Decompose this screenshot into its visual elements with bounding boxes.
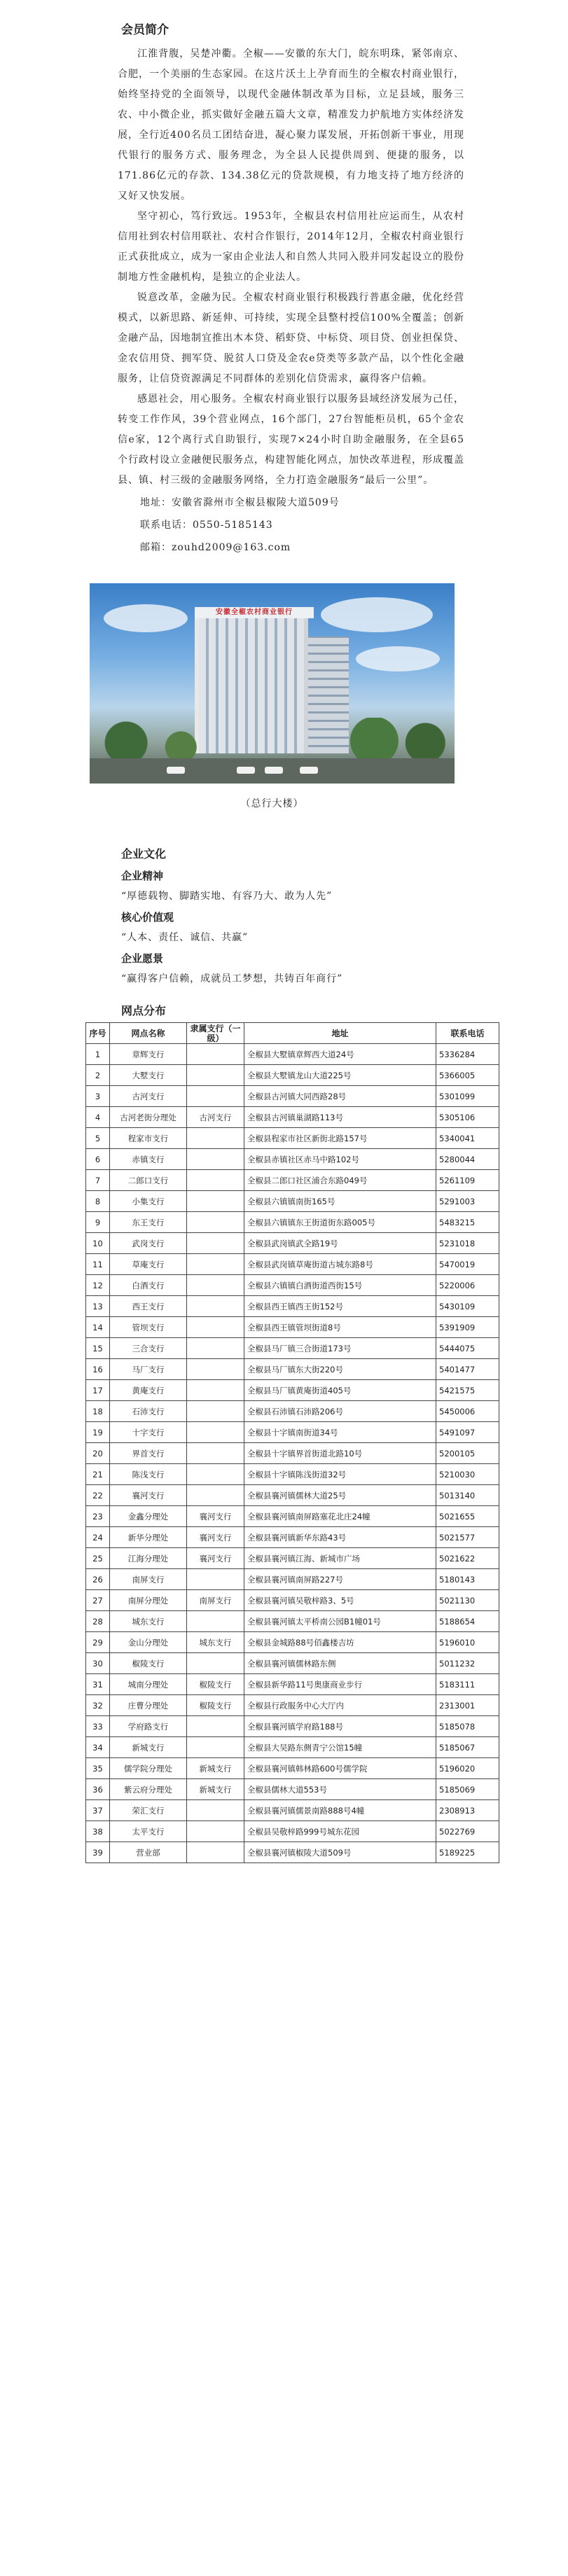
row-number: 33: [86, 1716, 110, 1737]
parent-branch: [187, 1569, 244, 1590]
table-row: [86, 1422, 499, 1443]
row-number: 11: [86, 1254, 110, 1275]
branch-name: 新城支行: [110, 1737, 187, 1758]
table-row: [86, 1485, 499, 1506]
culture-section: [121, 845, 464, 985]
branch-name: 庄曹分理处: [110, 1695, 187, 1716]
branch-phone: 5183111: [436, 1674, 499, 1695]
row-number: 36: [86, 1779, 110, 1800]
row-number: 26: [86, 1569, 110, 1590]
culture-heading: 企业愿景: [121, 952, 164, 965]
branch-name: 太平支行: [110, 1821, 187, 1842]
branch-name: 大墅支行: [110, 1065, 187, 1086]
branch-name: 武岗支行: [110, 1233, 187, 1254]
branch-address: 全椒县赤镇社区赤马中路102号: [244, 1149, 436, 1170]
branch-address: 全椒县襄河镇儒景南路888号4幢: [244, 1800, 436, 1821]
table-row: [86, 1233, 499, 1254]
branch-name: 新华分理处: [110, 1527, 187, 1548]
parent-branch: [187, 1422, 244, 1443]
branch-phone: 5196020: [436, 1758, 499, 1779]
branch-name: 赤镇支行: [110, 1149, 187, 1170]
branch-phone: 5021577: [436, 1527, 499, 1548]
culture-title: 企业文化: [121, 847, 167, 861]
branch-name: 章辉支行: [110, 1044, 187, 1065]
row-number: 9: [86, 1212, 110, 1233]
branch-name: 草庵支行: [110, 1254, 187, 1275]
branch-phone: 5444075: [436, 1338, 499, 1359]
parent-branch: 襄河支行: [187, 1548, 244, 1569]
branch-address: 全椒县武岗镇武全路19号: [244, 1233, 436, 1254]
parent-branch: [187, 1800, 244, 1821]
table-row: [86, 1527, 499, 1548]
branch-address: 全椒县六镇镇南街165号: [244, 1191, 436, 1212]
branch-name: 金山分理处: [110, 1632, 187, 1653]
branch-address: 全椒县襄河镇儒林路东侧: [244, 1653, 436, 1674]
branch-name: 儒学院分理处: [110, 1758, 187, 1779]
branch-phone: 5196010: [436, 1632, 499, 1653]
row-number: 12: [86, 1275, 110, 1296]
parent-branch: [187, 1716, 244, 1737]
branch-address: 全椒县襄河镇江海、新城市广场: [244, 1548, 436, 1569]
contact-phone: 联系电话：0550-5185143: [140, 520, 273, 531]
branch-phone: 5231018: [436, 1233, 499, 1254]
branch-address: 全椒县襄河镇新华东路43号: [244, 1527, 436, 1548]
table-row: [86, 1737, 499, 1758]
branch-address: 全椒县马厂镇东大街220号: [244, 1359, 436, 1380]
row-number: 24: [86, 1527, 110, 1548]
headquarters-photo: [90, 583, 455, 784]
branch-address: 全椒县新华路11号奥康商业步行: [244, 1674, 436, 1695]
branch-name: 十字支行: [110, 1422, 187, 1443]
branch-phone: 2308913: [436, 1800, 499, 1821]
branch-address: 全椒县儒林大道553号: [244, 1779, 436, 1800]
branch-phone: 5189225: [436, 1842, 499, 1863]
branch-phone: 2313001: [436, 1695, 499, 1716]
parent-branch: [187, 1842, 244, 1863]
branch-name: 南屏分理处: [110, 1590, 187, 1611]
branch-name: 东王支行: [110, 1212, 187, 1233]
branch-name: 石沛支行: [110, 1401, 187, 1422]
row-number: 39: [86, 1842, 110, 1863]
branch-phone: 5011232: [436, 1653, 499, 1674]
table-row: [86, 1674, 499, 1695]
header-cell: 隶属支行（一级）: [187, 1023, 244, 1044]
culture-heading: 核心价值观: [121, 911, 174, 924]
table-row: [86, 1800, 499, 1821]
branch-address: 全椒县襄河镇吴敬梓路3、5号: [244, 1590, 436, 1611]
row-number: 14: [86, 1317, 110, 1338]
branch-address: 全椒县襄河镇学府路188号: [244, 1716, 436, 1737]
branch-address: 全椒县西王镇西王街152号: [244, 1296, 436, 1317]
parent-branch: [187, 1338, 244, 1359]
table-row: [86, 1569, 499, 1590]
branch-address: 全椒县襄河镇南屏路227号: [244, 1569, 436, 1590]
branch-phone: 5450006: [436, 1401, 499, 1422]
table-row: [86, 1107, 499, 1128]
parent-branch: [187, 1443, 244, 1464]
branch-address: 全椒县六镇镇白酒街道西街15号: [244, 1275, 436, 1296]
intro-paragraph: 感恩社会，用心服务。全椒农村商业银行以服务县域经济发展为己任，转变工作作风，39个营业网点，16个部门，27台智能柜员机，65个金农信e家，12个离行式自助银行，实现7×24小时自助金融服务，在全县65个行政村设立金融便民服务点，构建智能化网点，加快改革进程，形成覆盖县、镇、村三级的金融服务网络，全力打造金融服务“最后一公里”。: [118, 394, 464, 486]
parent-branch: [187, 1128, 244, 1149]
branch-name: 城东支行: [110, 1611, 187, 1632]
row-number: 21: [86, 1464, 110, 1485]
row-number: 5: [86, 1128, 110, 1149]
branch-phone: 5483215: [436, 1212, 499, 1233]
branch-address: 全椒县二郎口社区浦合东路049号: [244, 1170, 436, 1191]
branch-address: 全椒县襄河镇韩林路600号儒学院: [244, 1758, 436, 1779]
parent-branch: 襄河支行: [187, 1527, 244, 1548]
table-row: [86, 1821, 499, 1842]
branch-name: 城南分理处: [110, 1674, 187, 1695]
row-number: 31: [86, 1674, 110, 1695]
branch-name: 荣汇支行: [110, 1800, 187, 1821]
row-number: 2: [86, 1065, 110, 1086]
branch-phone: 5366005: [436, 1065, 499, 1086]
header-cell: 地址: [244, 1023, 436, 1044]
table-row: [86, 1044, 499, 1065]
branch-phone: 5200105: [436, 1443, 499, 1464]
branch-phone: 5210030: [436, 1464, 499, 1485]
table-row: [86, 1464, 499, 1485]
row-number: 34: [86, 1737, 110, 1758]
table-row: [86, 1065, 499, 1086]
branch-address: 全椒县十字镇陈浅街道32号: [244, 1464, 436, 1485]
table-row: [86, 1716, 499, 1737]
culture-text: “人本、责任、诚信、共赢”: [121, 932, 249, 943]
branch-name: 襄河支行: [110, 1485, 187, 1506]
table-row: [86, 1296, 499, 1317]
branch-phone: 5021622: [436, 1548, 499, 1569]
header-cell: 网点名称: [110, 1023, 187, 1044]
header-cell: 序号: [86, 1023, 110, 1044]
parent-branch: 城东支行: [187, 1632, 244, 1653]
branch-address: 全椒县襄河镇椒陵大道509号: [244, 1842, 436, 1863]
culture-text: “厚德载物、脚踏实地、有容乃大、敢为人先”: [121, 891, 333, 902]
parent-branch: [187, 1359, 244, 1380]
branch-address: 全椒县大墅镇章辉西大道24号: [244, 1044, 436, 1065]
branch-address: 全椒县武岗镇草庵街道古城东路8号: [244, 1254, 436, 1275]
network-table-body: [86, 1044, 499, 1863]
row-number: 16: [86, 1359, 110, 1380]
table-row: [86, 1548, 499, 1569]
table-row: [86, 1359, 499, 1380]
branch-phone: 5185078: [436, 1716, 499, 1737]
table-row: [86, 1086, 499, 1107]
branch-name: 江海分理处: [110, 1548, 187, 1569]
branch-name: 马厂支行: [110, 1359, 187, 1380]
branch-address: 全椒县马厂镇黄庵街道405号: [244, 1380, 436, 1401]
parent-branch: [187, 1170, 244, 1191]
intro-paragraph: 坚守初心，笃行致远。1953年，全椒县农村信用社应运而生，从农村信用社到农村信用联社、农村合作银行，2014年12月，全椒农村商业银行正式获批成立，成为一家由企业法人和自然人共同入股并同发起设立的股份制地方性金融机构，是独立的企业法人。: [118, 211, 464, 283]
branch-name: 紫云府分理处: [110, 1779, 187, 1800]
branch-phone: 5421575: [436, 1380, 499, 1401]
branch-phone: 5401477: [436, 1359, 499, 1380]
parent-branch: [187, 1611, 244, 1632]
branch-phone: 5013140: [436, 1485, 499, 1506]
parent-branch: 椒陵支行: [187, 1695, 244, 1716]
parent-branch: [187, 1653, 244, 1674]
parent-branch: 襄河支行: [187, 1506, 244, 1527]
branch-phone: 5180143: [436, 1569, 499, 1590]
branch-phone: 5280044: [436, 1149, 499, 1170]
branch-address: 全椒县石沛镇石沛路206号: [244, 1401, 436, 1422]
branch-phone: 5022769: [436, 1821, 499, 1842]
table-row: [86, 1758, 499, 1779]
network-title: 网点分布: [121, 1004, 167, 1017]
row-number: 20: [86, 1443, 110, 1464]
parent-branch: [187, 1191, 244, 1212]
parent-branch: [187, 1065, 244, 1086]
branch-address: 全椒县金城路88号佰鑫楼吉坊: [244, 1632, 436, 1653]
parent-branch: 椒陵支行: [187, 1674, 244, 1695]
table-row: [86, 1695, 499, 1716]
parent-branch: [187, 1737, 244, 1758]
branch-address: 全椒县古河镇巢湖路113号: [244, 1107, 436, 1128]
parent-branch: [187, 1317, 244, 1338]
parent-branch: [187, 1212, 244, 1233]
parent-branch: [187, 1149, 244, 1170]
parent-branch: 南屏支行: [187, 1590, 244, 1611]
row-number: 30: [86, 1653, 110, 1674]
branch-address: 全椒县程家市社区新街北路157号: [244, 1128, 436, 1149]
table-row: [86, 1779, 499, 1800]
table-row: [86, 1632, 499, 1653]
row-number: 10: [86, 1233, 110, 1254]
table-row: [86, 1317, 499, 1338]
branch-phone: 5340041: [436, 1128, 499, 1149]
parent-branch: [187, 1044, 244, 1065]
branch-phone: 5430109: [436, 1296, 499, 1317]
intro-paragraph: 江淮背腹，吴楚冲衢。全椒——安徽的东大门，皖东明珠，紧邻南京、合肥，一个美丽的生态家园。在这片沃土上孕育而生的全椒农村商业银行，始终坚持党的全面领导，以现代金融体制改革为目标，立足县域，服务三农、中小微企业，抓实做好金融五篇大文章，精准发力护航地方实体经济发展，全行近400名员工团结奋进，凝心聚力谋发展，开拓创新干事业，用现代银行的服务方式、服务理念，为全县人民提供周到、便捷的服务，以171.86亿元的存款、134.38亿元的贷款规模，有力地支持了地方经济的又好又快发展。: [118, 48, 464, 202]
branch-name: 陈浅支行: [110, 1464, 187, 1485]
branch-address: 全椒县襄河镇南屏路塞花北庄24幢: [244, 1506, 436, 1527]
parent-branch: [187, 1821, 244, 1842]
table-row: [86, 1653, 499, 1674]
branch-name: 西王支行: [110, 1296, 187, 1317]
row-number: 32: [86, 1695, 110, 1716]
branch-name: 营业部: [110, 1842, 187, 1863]
branch-phone: 5185069: [436, 1779, 499, 1800]
parent-branch: [187, 1086, 244, 1107]
branch-name: 小集支行: [110, 1191, 187, 1212]
row-number: 17: [86, 1380, 110, 1401]
parent-branch: [187, 1233, 244, 1254]
table-row: [86, 1170, 499, 1191]
photo-caption: （总行大楼）: [240, 798, 304, 809]
row-number: 35: [86, 1758, 110, 1779]
branch-name: 管坝支行: [110, 1317, 187, 1338]
table-row: [86, 1590, 499, 1611]
branch-address: 全椒县行政服务中心大厅内: [244, 1695, 436, 1716]
branch-name: 白酒支行: [110, 1275, 187, 1296]
table-row: [86, 1443, 499, 1464]
branch-name: 南屏支行: [110, 1569, 187, 1590]
branch-phone: 5291003: [436, 1191, 499, 1212]
row-number: 6: [86, 1149, 110, 1170]
parent-branch: 新城支行: [187, 1779, 244, 1800]
branch-address: 全椒县襄河镇儒林大道25号: [244, 1485, 436, 1506]
row-number: 19: [86, 1422, 110, 1443]
table-row: [86, 1275, 499, 1296]
culture-text: “赢得客户信赖，成就员工梦想，共铸百年商行”: [121, 973, 343, 984]
row-number: 7: [86, 1170, 110, 1191]
table-row: [86, 1338, 499, 1359]
row-number: 13: [86, 1296, 110, 1317]
table-row: [86, 1149, 499, 1170]
branch-address: 全椒县大吴路东侧青宁公馆15幢: [244, 1737, 436, 1758]
branch-name: 古河老街分理处: [110, 1107, 187, 1128]
branch-address: 全椒县马厂镇三合街道173号: [244, 1338, 436, 1359]
parent-branch: [187, 1485, 244, 1506]
row-number: 23: [86, 1506, 110, 1527]
row-number: 37: [86, 1800, 110, 1821]
table-row: [86, 1191, 499, 1212]
branch-name: 金鑫分理处: [110, 1506, 187, 1527]
table-row: [86, 1380, 499, 1401]
parent-branch: [187, 1296, 244, 1317]
table-header-row: [86, 1023, 499, 1044]
table-row: [86, 1842, 499, 1863]
table-row: [86, 1128, 499, 1149]
branch-address: 全椒县十字镇界首街道北路10号: [244, 1443, 436, 1464]
table-row: [86, 1212, 499, 1233]
row-number: 1: [86, 1044, 110, 1065]
branch-phone: 5188654: [436, 1611, 499, 1632]
intro-paragraph: 锐意改革，金融为民。全椒农村商业银行积极践行普惠金融，优化经营模式，以新思路、新延伸、可持续，实现全县整村授信100%全覆盖；创新金融产品，因地制宜推出木本贷、稻虾贷、中标贷、项目贷、创业担保贷、金农信用贷、拥军贷、脱贫人口贷及金农e贷类等多款产品，以个性化金融服务，让信贷资源满足不同群体的差别化信贷需求，赢得客户信赖。: [118, 292, 464, 384]
branch-phone: 5336284: [436, 1044, 499, 1065]
table-row: [86, 1254, 499, 1275]
row-number: 15: [86, 1338, 110, 1359]
branch-name: 界首支行: [110, 1443, 187, 1464]
table-row: [86, 1401, 499, 1422]
branch-name: 椒陵支行: [110, 1653, 187, 1674]
branch-address: 全椒县大墅镇龙山大道225号: [244, 1065, 436, 1086]
branch-phone: 5220006: [436, 1275, 499, 1296]
branch-phone: 5301099: [436, 1086, 499, 1107]
branch-address: 全椒县六镇镇东王街道街东路005号: [244, 1212, 436, 1233]
branch-name: 二郎口支行: [110, 1170, 187, 1191]
table-row: [86, 1506, 499, 1527]
row-number: 3: [86, 1086, 110, 1107]
intro-title: 会员简介: [121, 23, 169, 37]
row-number: 18: [86, 1401, 110, 1422]
parent-branch: [187, 1401, 244, 1422]
building-sign: 安徽全椒农村商业银行: [195, 607, 314, 618]
branch-name: 古河支行: [110, 1086, 187, 1107]
branch-phone: 5491097: [436, 1422, 499, 1443]
branch-phone: 5305106: [436, 1107, 499, 1128]
branch-phone: 5261109: [436, 1170, 499, 1191]
parent-branch: [187, 1275, 244, 1296]
row-number: 29: [86, 1632, 110, 1653]
branch-phone: 5470019: [436, 1254, 499, 1275]
row-number: 38: [86, 1821, 110, 1842]
branch-address: 全椒县古河镇大同西路28号: [244, 1086, 436, 1107]
parent-branch: 古河支行: [187, 1107, 244, 1128]
parent-branch: 新城支行: [187, 1758, 244, 1779]
header-cell: 联系电话: [436, 1023, 499, 1044]
parent-branch: [187, 1464, 244, 1485]
branch-address: 全椒县襄河镇太平桥南公园B1幢01号: [244, 1611, 436, 1632]
row-number: 28: [86, 1611, 110, 1632]
branch-address: 全椒县吴敬梓路999号城东花园: [244, 1821, 436, 1842]
row-number: 27: [86, 1590, 110, 1611]
branch-phone: 5021130: [436, 1590, 499, 1611]
contact-address: 地址：安徽省滁州市全椒县椒陵大道509号: [140, 497, 340, 508]
branch-address: 全椒县十字镇南街道34号: [244, 1422, 436, 1443]
branch-phone: 5021655: [436, 1506, 499, 1527]
branch-name: 学府路支行: [110, 1716, 187, 1737]
row-number: 25: [86, 1548, 110, 1569]
branch-name: 黄庵支行: [110, 1380, 187, 1401]
branch-name: 程家市支行: [110, 1128, 187, 1149]
branch-phone: 5185067: [436, 1737, 499, 1758]
parent-branch: [187, 1254, 244, 1275]
network-table: [85, 1022, 499, 1863]
branch-name: 三合支行: [110, 1338, 187, 1359]
contact-email: 邮箱：zouhd2009@163.com: [140, 542, 291, 553]
row-number: 4: [86, 1107, 110, 1128]
row-number: 22: [86, 1485, 110, 1506]
branch-address: 全椒县西王镇管坝街道8号: [244, 1317, 436, 1338]
table-row: [86, 1611, 499, 1632]
branch-phone: 5391909: [436, 1317, 499, 1338]
row-number: 8: [86, 1191, 110, 1212]
culture-heading: 企业精神: [121, 870, 164, 882]
parent-branch: [187, 1380, 244, 1401]
